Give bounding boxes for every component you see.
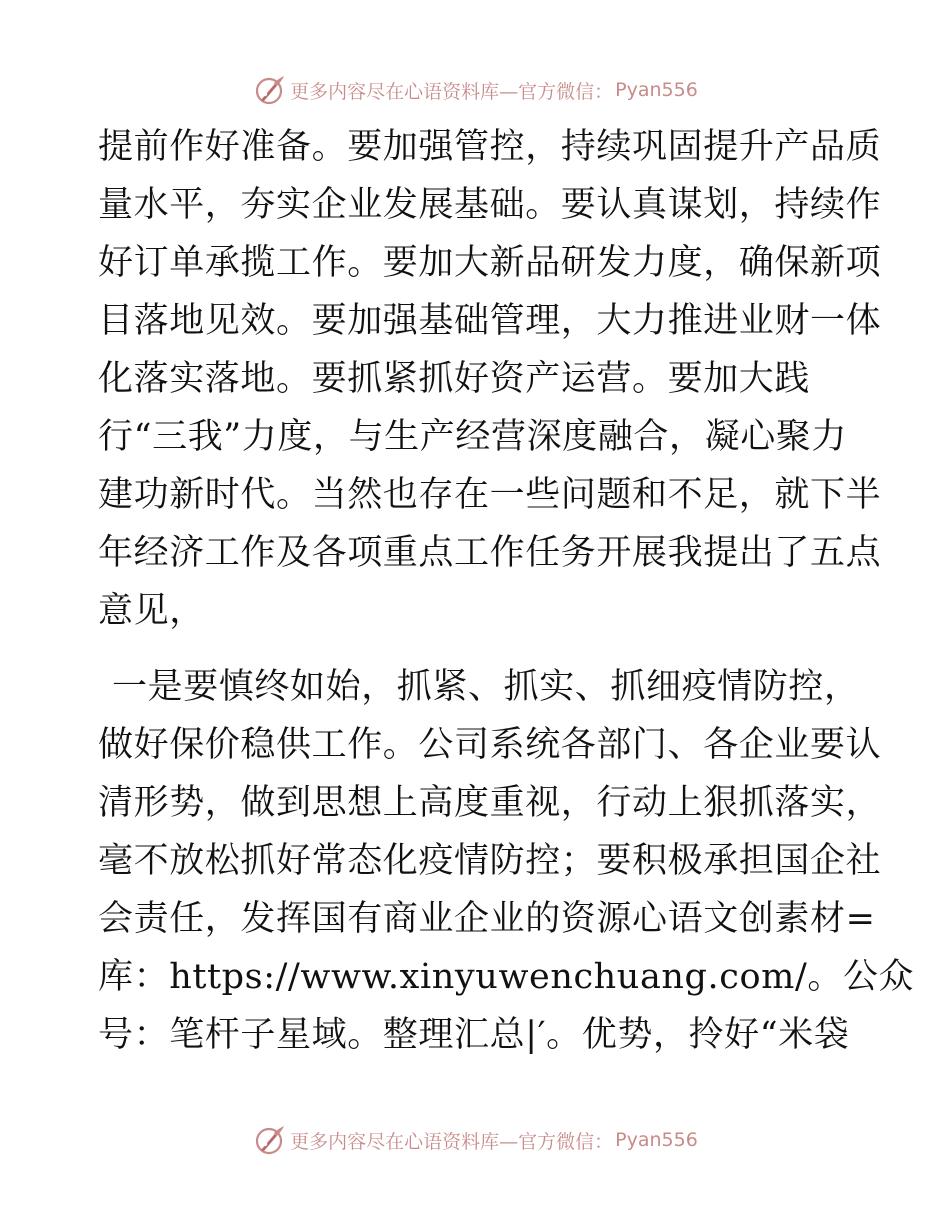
quill-pen-logo-icon <box>252 73 286 107</box>
text-line: 提前作好准备。要加强管控，持续巩固提升产品质 <box>98 127 882 167</box>
paragraph-gap <box>98 640 858 658</box>
text-line: 目落地见效。要加强基础管理，大力推进业财一体 <box>98 301 882 341</box>
text-line: 毫不放松抓好常态化疫情防控；要积极承担国企社 <box>98 841 882 881</box>
text-line: 建功新时代。当然也存在一些问题和不足，就下半 <box>98 475 882 515</box>
header-banner <box>0 70 950 110</box>
text-line: 年经济工作及各项重点工作任务开展我提出了五点 <box>98 533 882 573</box>
text-line: 好订单承揽工作。要加大新品研发力度，确保新项 <box>98 243 882 283</box>
text-line: 库：https://www.xinyuwenchuang.com/。公众 <box>98 957 915 997</box>
footer-site-text: 更多内容尽在心语资料库—官方微信： <box>290 1130 614 1153</box>
text-line: 做好保价稳供工作。公司系统各部门、各企业要认 <box>98 725 882 765</box>
footer-wechat-id: Pyan556 <box>615 1129 698 1151</box>
text-line: 行“三我”力度，与生产经营深度融合，凝心聚力 <box>98 417 847 457</box>
text-line: 一是要慎终如始，抓紧、抓实、抓细疫情防控， <box>112 667 860 707</box>
document-body <box>98 118 915 1064</box>
text-line: 号：笔杆子星域。整理汇总|′。优势，拎好“米袋 <box>98 1015 850 1055</box>
text-line: 化落实落地。要抓紧抓好资产运营。要加大践 <box>98 359 811 399</box>
text-line: 意见， <box>98 591 205 631</box>
text-line: 会责任，发挥国有商业企业的资源心语文创素材= <box>98 899 876 939</box>
footer-banner <box>0 1120 950 1160</box>
quill-pen-logo-icon <box>252 1123 286 1157</box>
text-line: 清形势，做到思想上高度重视，行动上狠抓落实， <box>98 783 882 823</box>
text-line: 量水平，夯实企业发展基础。要认真谋划，持续作 <box>98 185 882 225</box>
header-wechat-id: Pyan556 <box>615 79 698 101</box>
header-site-text: 更多内容尽在心语资料库—官方微信： <box>290 80 614 103</box>
